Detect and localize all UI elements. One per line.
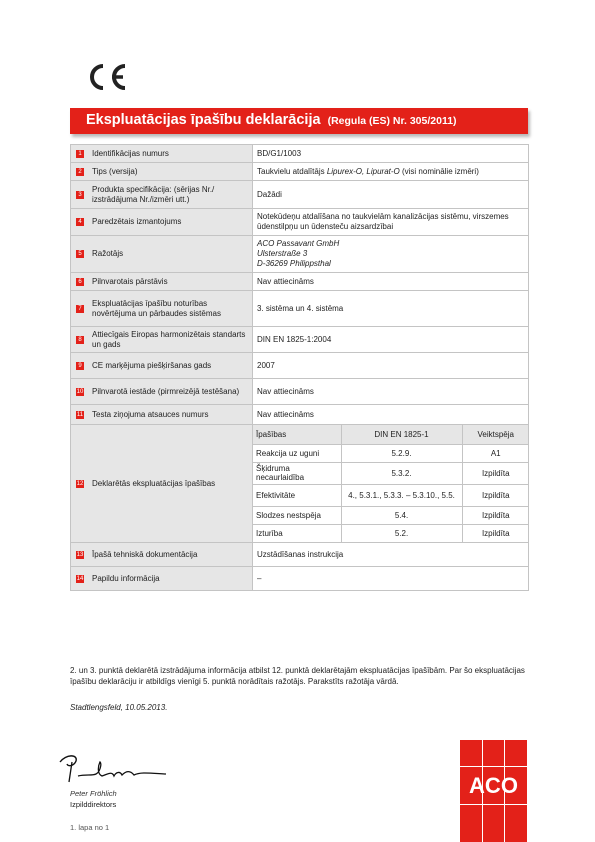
signer-name: Peter Fröhlich bbox=[70, 789, 117, 798]
row-label: CE marķējuma piešķiršanas gads bbox=[92, 360, 212, 370]
performance-row bbox=[253, 506, 529, 524]
result-cell: Izpildīta bbox=[462, 524, 529, 542]
table-row-performance bbox=[71, 425, 529, 543]
row-value: Dažādi bbox=[253, 181, 529, 209]
column-header: DIN EN 1825-1 bbox=[341, 425, 462, 444]
result-cell: Izpildīta bbox=[462, 484, 529, 506]
table-row bbox=[71, 236, 529, 273]
row-value: Nav attiecināms bbox=[253, 405, 529, 425]
row-label: Produkta specifikācija: (sērijas Nr./ izstrādājuma Nr./izmēri utt.) bbox=[92, 185, 215, 204]
property-cell: Izturība bbox=[253, 524, 341, 542]
title-bar bbox=[70, 108, 528, 134]
row-value: ACO Passavant GmbH Ulsterstraße 3 D-36269 Philippsthal bbox=[253, 236, 529, 273]
table-row bbox=[71, 163, 529, 181]
row-label: Attiecīgais Eiropas harmonizētais standarts un gads bbox=[92, 330, 246, 349]
row-number-badge: 11 bbox=[76, 411, 84, 418]
table-row bbox=[71, 327, 529, 353]
clause-cell: 5.4. bbox=[341, 506, 462, 524]
performance-header-row bbox=[253, 425, 529, 444]
table-row bbox=[71, 145, 529, 163]
row-number-badge: 2 bbox=[76, 168, 84, 176]
row-value: Uzstādīšanas instrukcija bbox=[253, 543, 529, 567]
page-number: 1. lapa no 1 bbox=[70, 823, 110, 832]
row-label: Paredzētais izmantojums bbox=[92, 217, 182, 227]
row-label: Papildu informācija bbox=[92, 573, 160, 583]
table-row bbox=[71, 291, 529, 327]
row-value: – bbox=[253, 567, 529, 591]
row-number-badge: 12 bbox=[76, 480, 84, 487]
table-row bbox=[71, 181, 529, 209]
result-cell: A1 bbox=[462, 444, 529, 462]
property-cell: Šķidruma necaurlaidība bbox=[253, 462, 341, 484]
clause-cell: 5.2.9. bbox=[341, 444, 462, 462]
performance-row bbox=[253, 462, 529, 484]
performance-row bbox=[253, 524, 529, 542]
result-cell: Izpildīta bbox=[462, 462, 529, 484]
table-row bbox=[71, 209, 529, 236]
property-cell: Slodzes nestspēja bbox=[253, 506, 341, 524]
row-value: BD/G1/1003 bbox=[253, 145, 529, 163]
row-value: 2007 bbox=[253, 353, 529, 379]
table-row bbox=[71, 405, 529, 425]
row-number-badge: 4 bbox=[76, 218, 84, 226]
row-number-badge: 14 bbox=[76, 575, 84, 582]
column-header: Īpašības bbox=[253, 425, 341, 444]
property-cell: Efektivitāte bbox=[253, 484, 341, 506]
row-number-badge: 1 bbox=[76, 150, 84, 158]
row-label: Īpašā tehniskā dokumentācija bbox=[92, 549, 198, 559]
performance-row bbox=[253, 444, 529, 462]
row-number-badge: 3 bbox=[76, 191, 84, 199]
row-label: Testa ziņojuma atsauces numurs bbox=[92, 409, 209, 419]
row-label: Ekspluatācijas īpašību noturības novērtējuma un pārbaudes sistēmas bbox=[92, 299, 221, 318]
table-row bbox=[71, 379, 529, 405]
signature-image bbox=[56, 752, 176, 791]
row-number-badge: 5 bbox=[76, 250, 84, 258]
row-number-badge: 7 bbox=[76, 305, 84, 313]
row-value: Nav attiecināms bbox=[253, 379, 529, 405]
performance-row bbox=[253, 484, 529, 506]
table-row bbox=[71, 567, 529, 591]
row-number-badge: 8 bbox=[76, 336, 84, 344]
signer-role: Izpilddirektors bbox=[70, 800, 117, 809]
performance-table bbox=[253, 425, 529, 542]
result-cell: Izpildīta bbox=[462, 506, 529, 524]
table-row bbox=[71, 543, 529, 567]
clause-cell: 5.3.2. bbox=[341, 462, 462, 484]
document-title: Ekspluatācijas īpašību deklarācija bbox=[86, 112, 321, 128]
table-row bbox=[71, 353, 529, 379]
table-row bbox=[71, 273, 529, 291]
row-value: 3. sistēma un 4. sistēma bbox=[253, 291, 529, 327]
row-label: Pilnvarotais pārstāvis bbox=[92, 276, 168, 286]
row-value: DIN EN 1825-1:2004 bbox=[253, 327, 529, 353]
row-value: Taukvielu atdalītājs Lipurex-O, Lipurat-O (visi nominālie izmēri) bbox=[253, 163, 529, 181]
row-value: Nav attiecināms bbox=[253, 273, 529, 291]
row-value: Notekūdeņu atdalīšana no taukvielām kanalizācijas sistēmu, virszemes ūdenstilpņu un ūdensteču aizsardzībai bbox=[253, 209, 529, 236]
row-number-badge: 10 bbox=[76, 388, 84, 395]
clause-cell: 4., 5.3.1., 5.3.3. – 5.3.10., 5.5. bbox=[341, 484, 462, 506]
row-number-badge: 9 bbox=[76, 362, 84, 370]
aco-logo bbox=[460, 740, 527, 842]
row-number-badge: 13 bbox=[76, 551, 84, 558]
row-label: Ražotājs bbox=[92, 249, 124, 259]
row-label: Tips (versija) bbox=[92, 166, 138, 176]
row-number-badge: 6 bbox=[76, 278, 84, 286]
declaration-statement: 2. un 3. punktā deklarētā izstrādājuma informācija atbilst 12. punktā deklarētajām ekspluatācijas īpašībām. Par šo ekspluatācijas īpašību deklarāciju ir atbildīgs vienīgi 5. punktā norādītais ražotājs. Parakstīts ražotāja vārdā. bbox=[70, 666, 525, 686]
place-and-date: Stadtlengsfeld, 10.05.2013. bbox=[70, 703, 168, 712]
column-header: Veiktspēja bbox=[462, 425, 529, 444]
row-label: Pilnvarotā iestāde (pirmreizējā testēšana) bbox=[92, 386, 240, 396]
regulation-reference: (Regula (ES) Nr. 305/2011) bbox=[327, 115, 457, 127]
row-label: Identifikācijas numurs bbox=[92, 148, 169, 158]
row-label: Deklarētās ekspluatācijas īpašības bbox=[92, 478, 216, 488]
aco-logo-text: ACO bbox=[469, 773, 518, 798]
property-cell: Reakcija uz uguni bbox=[253, 444, 341, 462]
clause-cell: 5.2. bbox=[341, 524, 462, 542]
ce-mark-logo bbox=[84, 62, 130, 97]
declaration-table bbox=[70, 144, 529, 591]
